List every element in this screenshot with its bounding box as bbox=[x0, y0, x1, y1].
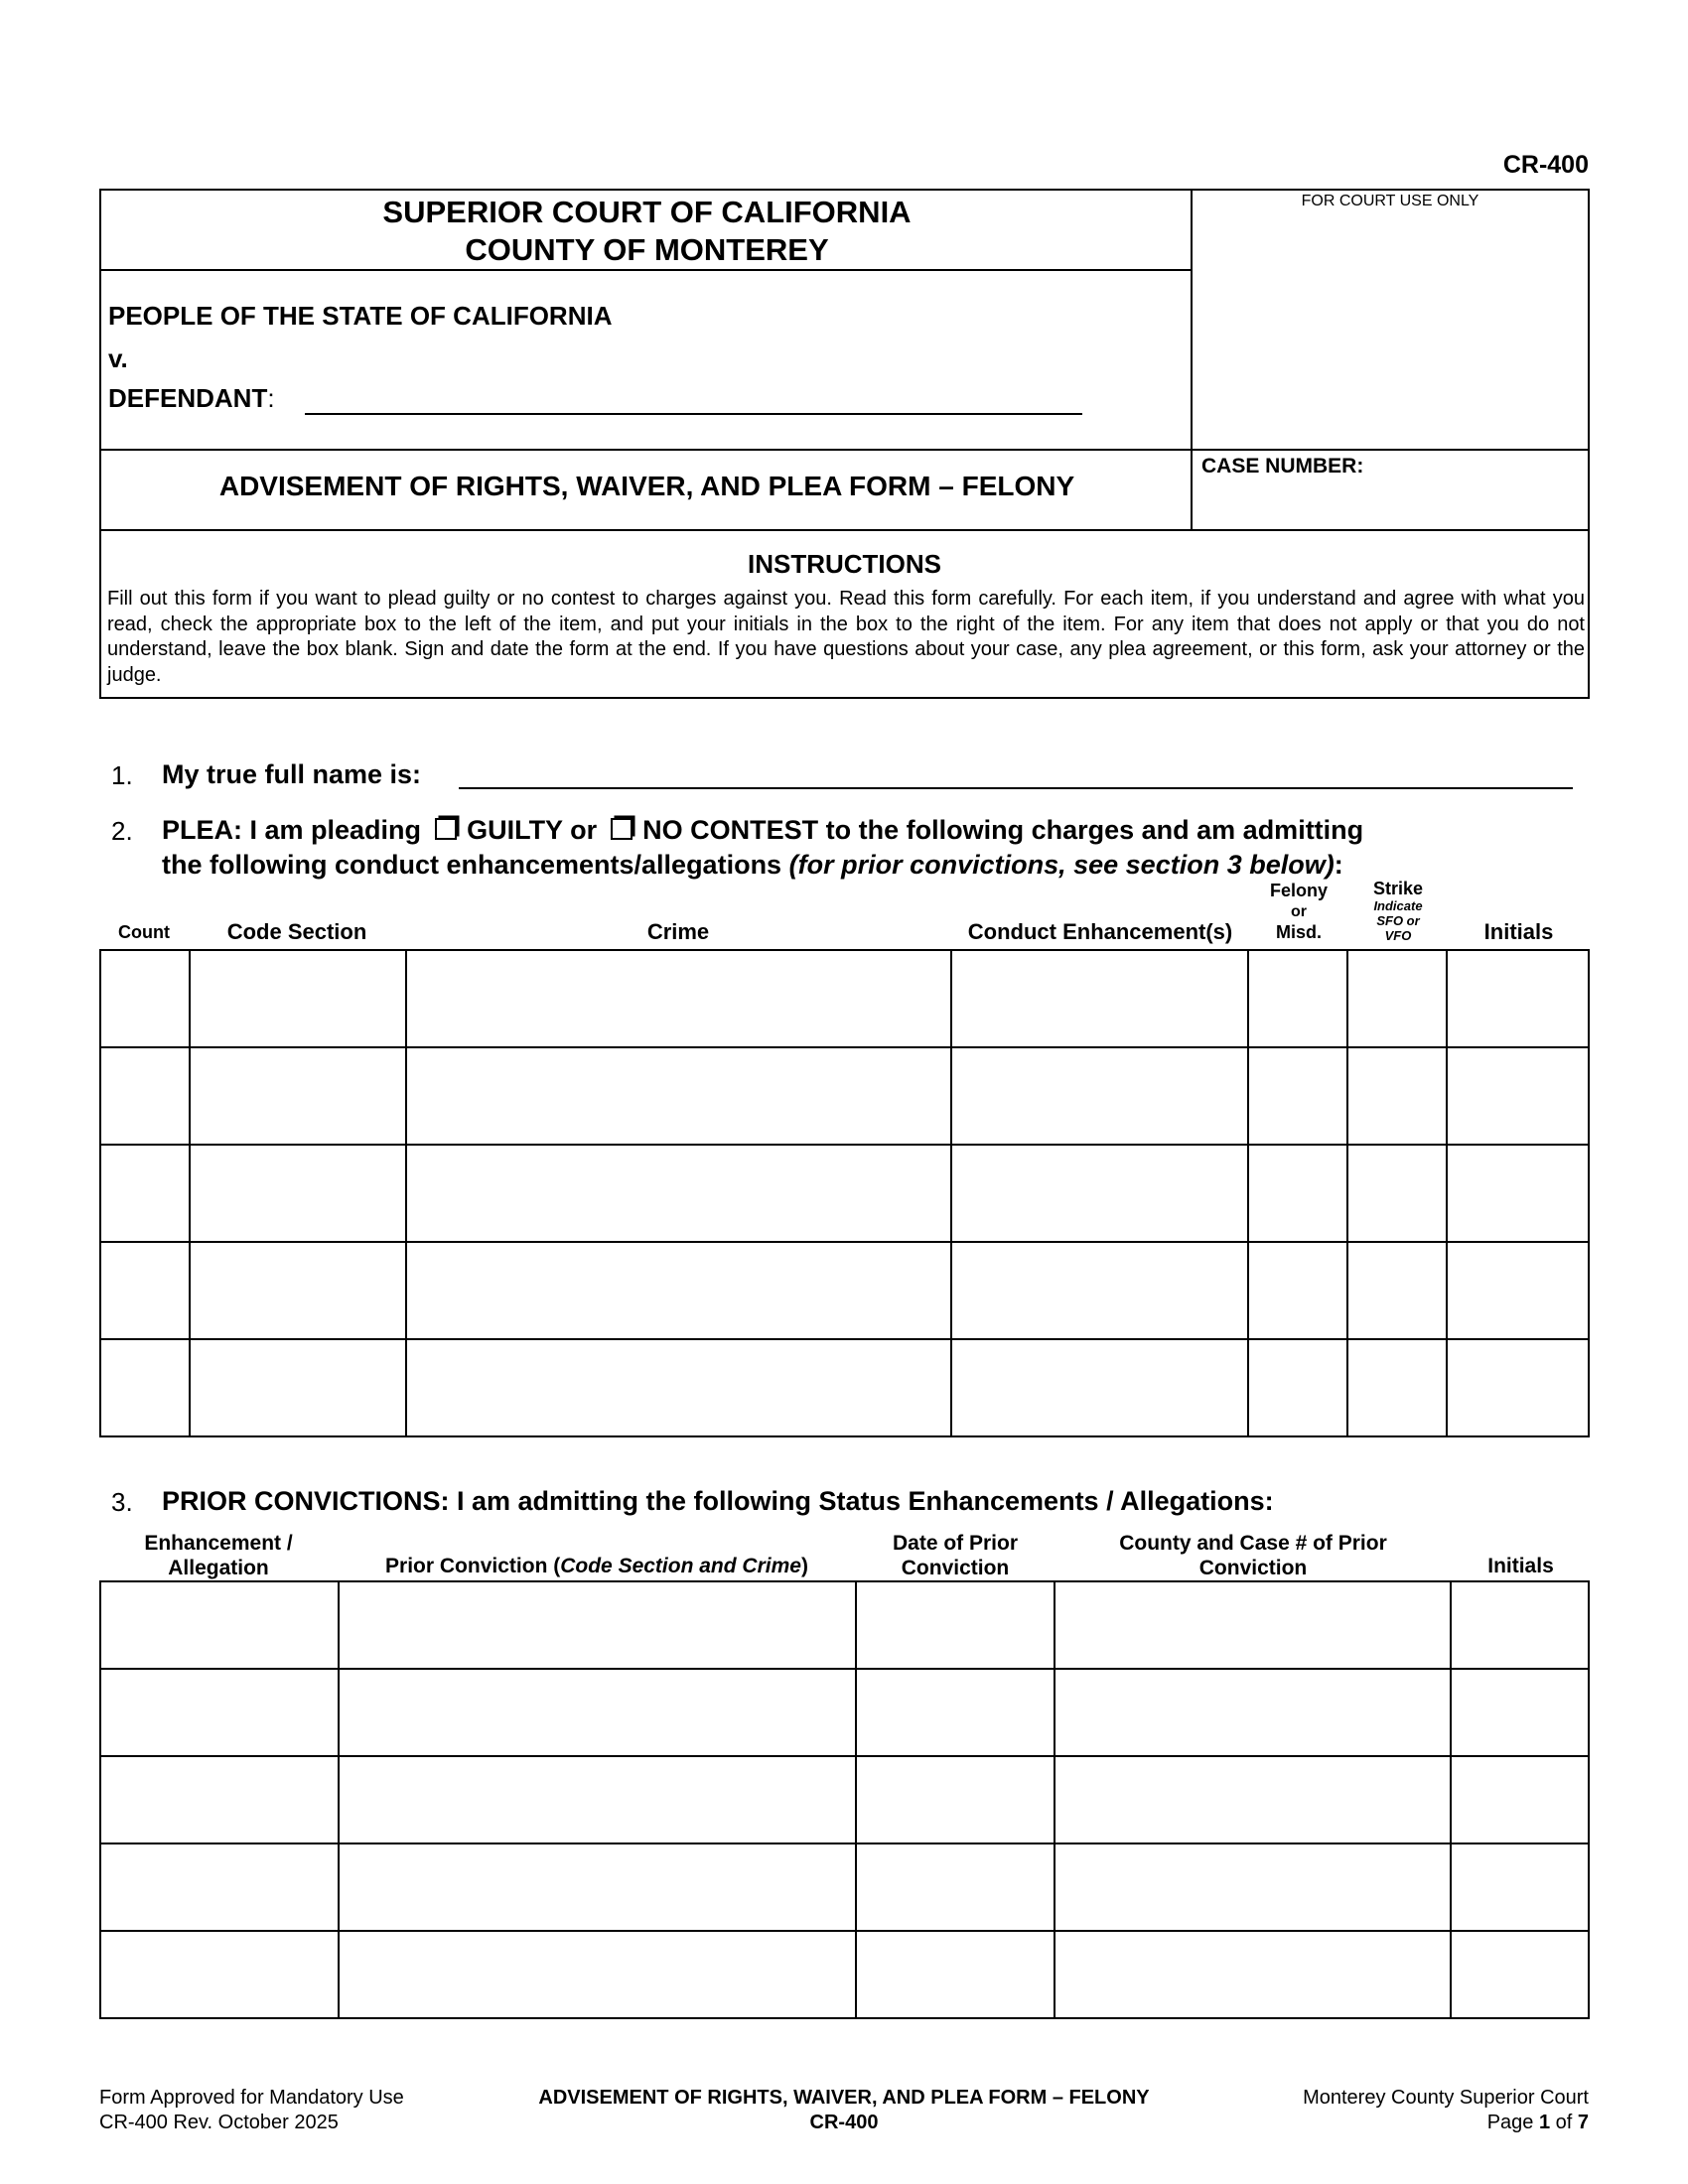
prior-conviction-label-a: Prior Conviction ( bbox=[385, 1555, 561, 1577]
initials-cell[interactable] bbox=[1447, 1047, 1589, 1145]
date-of-prior-cell[interactable] bbox=[856, 1581, 1055, 1669]
col-header-prior-conviction bbox=[338, 1556, 856, 1577]
page-of: of bbox=[1550, 2112, 1578, 2133]
item-3-number: 3. bbox=[111, 1487, 133, 1517]
col-header-crime: Crime bbox=[646, 919, 710, 944]
col-header-date-of-prior bbox=[856, 1531, 1055, 1580]
date-label-2: Conviction bbox=[901, 1557, 1010, 1579]
felony-label: Felony bbox=[1269, 881, 1328, 900]
county-label-2: Conviction bbox=[1198, 1557, 1308, 1579]
col-header-strike bbox=[1348, 879, 1448, 943]
guilty-label: GUILTY or bbox=[467, 815, 598, 845]
col-header-count: Count bbox=[118, 922, 170, 942]
charge-row bbox=[100, 950, 1589, 1047]
item-3-label: PRIOR CONVICTIONS: I am admitting the following Status Enhancements / Allegations: bbox=[162, 1486, 1274, 1516]
count-cell[interactable] bbox=[100, 950, 190, 1047]
county-case-cell[interactable] bbox=[1055, 1669, 1451, 1756]
plea-line-1 bbox=[162, 815, 1363, 846]
footer-form-number: CR-400 bbox=[809, 2112, 879, 2133]
col-header-enhancement bbox=[99, 1531, 338, 1580]
enhancement-label-2: Allegation bbox=[168, 1557, 269, 1579]
code-section-cell[interactable] bbox=[190, 1339, 406, 1436]
strike-cell[interactable] bbox=[1347, 1047, 1447, 1145]
county-case-cell[interactable] bbox=[1055, 1581, 1451, 1669]
enhancement-cell[interactable] bbox=[100, 1931, 339, 2018]
plea-line-2-end: : bbox=[1334, 850, 1343, 880]
prior-conviction-row bbox=[100, 1669, 1589, 1756]
count-cell[interactable] bbox=[100, 1339, 190, 1436]
parties-box bbox=[99, 269, 1193, 451]
conduct-enhancement-cell[interactable] bbox=[951, 1047, 1249, 1145]
case-number-label: CASE NUMBER: bbox=[1201, 455, 1364, 478]
page-word: Page bbox=[1486, 2112, 1539, 2133]
no-contest-label: NO CONTEST to the following charges and am admitting bbox=[642, 815, 1364, 845]
defendant-name-field[interactable] bbox=[305, 413, 1082, 415]
enhancement-label-1: Enhancement / bbox=[144, 1532, 293, 1555]
form-number: CR-400 bbox=[1502, 151, 1589, 179]
initials-cell[interactable] bbox=[1447, 950, 1589, 1047]
count-cell[interactable] bbox=[100, 1242, 190, 1339]
code-section-cell[interactable] bbox=[190, 950, 406, 1047]
date-of-prior-cell[interactable] bbox=[856, 1669, 1055, 1756]
instructions-heading: INSTRUCTIONS bbox=[748, 549, 941, 579]
col-header-prior-initials: Initials bbox=[1487, 1555, 1554, 1577]
footer-right bbox=[1192, 2086, 1589, 2135]
no-contest-checkbox[interactable] bbox=[611, 818, 633, 840]
date-of-prior-cell[interactable] bbox=[856, 1843, 1055, 1931]
date-of-prior-cell[interactable] bbox=[856, 1756, 1055, 1843]
county-case-cell[interactable] bbox=[1055, 1931, 1451, 2018]
charge-row bbox=[100, 1047, 1589, 1145]
felony-misd-cell[interactable] bbox=[1248, 1339, 1347, 1436]
count-cell[interactable] bbox=[100, 1047, 190, 1145]
prior-conviction-row bbox=[100, 1581, 1589, 1669]
enhancement-cell[interactable] bbox=[100, 1581, 339, 1669]
initials-cell[interactable] bbox=[1451, 1581, 1589, 1669]
code-section-cell[interactable] bbox=[190, 1145, 406, 1242]
court-use-label: FOR COURT USE ONLY bbox=[1301, 193, 1479, 209]
strike-note-2: SFO or bbox=[1376, 913, 1420, 928]
prior-conviction-row bbox=[100, 1756, 1589, 1843]
form-title: ADVISEMENT OF RIGHTS, WAIVER, AND PLEA FORM – FELONY bbox=[218, 471, 1075, 501]
misd-label: Misd. bbox=[1275, 922, 1322, 942]
prior-conviction-row bbox=[100, 1843, 1589, 1931]
prior-conviction-cell[interactable] bbox=[339, 1843, 856, 1931]
initials-cell[interactable] bbox=[1451, 1843, 1589, 1931]
crime-cell[interactable] bbox=[406, 1339, 951, 1436]
strike-note-3: VFO bbox=[1384, 928, 1412, 943]
plea-line-2-text: the following conduct enhancements/allegations bbox=[162, 850, 782, 880]
charge-row bbox=[100, 1242, 1589, 1339]
court-name-line-1: SUPERIOR COURT OF CALIFORNIA bbox=[382, 195, 912, 229]
county-label-1: County and Case # of Prior bbox=[1119, 1532, 1387, 1555]
col-header-county-case bbox=[1055, 1531, 1452, 1580]
enhancement-cell[interactable] bbox=[100, 1669, 339, 1756]
county-case-cell[interactable] bbox=[1055, 1843, 1451, 1931]
plea-lead-text: PLEA: I am pleading bbox=[162, 815, 422, 845]
col-header-conduct-enhancements: Conduct Enhancement(s) bbox=[967, 919, 1233, 944]
enhancement-cell[interactable] bbox=[100, 1756, 339, 1843]
county-case-cell[interactable] bbox=[1055, 1756, 1451, 1843]
initials-cell[interactable] bbox=[1451, 1756, 1589, 1843]
col-header-initials: Initials bbox=[1483, 919, 1554, 944]
court-use-box bbox=[1191, 189, 1590, 451]
initials-cell[interactable] bbox=[1447, 1242, 1589, 1339]
instructions-body: Fill out this form if you want to plead guilty or no contest to charges against you. Read this form carefully. For each item, if you understand and agree with what you read, check the appropriate box to the left of the item, and put your initials in the box to the right of the item. For any item that does not apply or that you do not understand, leave the box blank. Sign and date the form at the end. If you have questions about your case, any plea agreement, or this form, ask your attorney or the judge. bbox=[107, 588, 1585, 686]
conduct-enhancement-cell[interactable] bbox=[951, 1242, 1249, 1339]
charges-table bbox=[99, 949, 1590, 1437]
conduct-enhancement-cell[interactable] bbox=[951, 1339, 1249, 1436]
crime-cell[interactable] bbox=[406, 950, 951, 1047]
footer-center bbox=[477, 2086, 1211, 2135]
felony-or-label: or bbox=[1291, 903, 1307, 920]
col-header-code-section: Code Section bbox=[226, 919, 367, 944]
prior-conviction-cell[interactable] bbox=[339, 1756, 856, 1843]
item-1-label: My true full name is: bbox=[162, 759, 422, 789]
count-cell[interactable] bbox=[100, 1145, 190, 1242]
plea-line-2-note: (for prior convictions, see section 3 below) bbox=[788, 850, 1335, 880]
strike-cell[interactable] bbox=[1347, 1339, 1447, 1436]
item-1-number: 1. bbox=[111, 760, 133, 790]
strike-cell[interactable] bbox=[1347, 1145, 1447, 1242]
true-full-name-field[interactable] bbox=[459, 787, 1573, 789]
form-title-box bbox=[99, 449, 1193, 531]
felony-misd-cell[interactable] bbox=[1248, 1242, 1347, 1339]
footer-form-title: ADVISEMENT OF RIGHTS, WAIVER, AND PLEA FORM – FELONY bbox=[538, 2087, 1150, 2109]
guilty-checkbox[interactable] bbox=[435, 818, 457, 840]
prior-convictions-table bbox=[99, 1580, 1590, 2019]
crime-cell[interactable] bbox=[406, 1047, 951, 1145]
date-of-prior-cell[interactable] bbox=[856, 1931, 1055, 2018]
initials-cell[interactable] bbox=[1451, 1931, 1589, 2018]
court-name-line-2: COUNTY OF MONTEREY bbox=[465, 232, 829, 267]
strike-label: Strike bbox=[1372, 879, 1424, 898]
strike-note-1: Indicate bbox=[1373, 898, 1423, 913]
initials-cell[interactable] bbox=[1447, 1145, 1589, 1242]
case-number-box[interactable] bbox=[1191, 449, 1590, 531]
charge-row bbox=[100, 1145, 1589, 1242]
footer-court: Monterey County Superior Court bbox=[1303, 2087, 1589, 2109]
page-indicator bbox=[1192, 2111, 1589, 2135]
felony-misd-cell[interactable] bbox=[1248, 1047, 1347, 1145]
conduct-enhancement-cell[interactable] bbox=[951, 950, 1249, 1047]
people-label: PEOPLE OF THE STATE OF CALIFORNIA bbox=[108, 301, 613, 331]
prior-conviction-label-b: Code Section and Crime bbox=[560, 1555, 801, 1577]
code-section-cell[interactable] bbox=[190, 1242, 406, 1339]
footer-approval: Form Approved for Mandatory Use bbox=[99, 2087, 404, 2109]
felony-misd-cell[interactable] bbox=[1248, 1145, 1347, 1242]
instructions-box bbox=[99, 529, 1590, 699]
defendant-label-text: DEFENDANT bbox=[108, 383, 268, 413]
felony-misd-cell[interactable] bbox=[1248, 950, 1347, 1047]
footer-revision: CR-400 Rev. October 2025 bbox=[99, 2112, 339, 2133]
footer-left bbox=[99, 2086, 404, 2135]
defendant-label bbox=[108, 383, 275, 414]
page-total: 7 bbox=[1577, 2112, 1589, 2133]
defendant-label-colon: : bbox=[267, 383, 275, 413]
versus-label: v. bbox=[108, 343, 128, 373]
strike-cell[interactable] bbox=[1347, 950, 1447, 1047]
crime-cell[interactable] bbox=[406, 1242, 951, 1339]
code-section-cell[interactable] bbox=[190, 1047, 406, 1145]
prior-conviction-cell[interactable] bbox=[339, 1669, 856, 1756]
prior-conviction-row bbox=[100, 1931, 1589, 2018]
initials-cell[interactable] bbox=[1451, 1669, 1589, 1756]
enhancement-cell[interactable] bbox=[100, 1843, 339, 1931]
prior-conviction-label-c: ) bbox=[800, 1555, 808, 1577]
strike-cell[interactable] bbox=[1347, 1242, 1447, 1339]
court-name-box bbox=[99, 189, 1193, 270]
plea-line-2 bbox=[162, 850, 1343, 881]
prior-conviction-cell[interactable] bbox=[339, 1931, 856, 2018]
crime-cell[interactable] bbox=[406, 1145, 951, 1242]
initials-cell[interactable] bbox=[1447, 1339, 1589, 1436]
item-2-number: 2. bbox=[111, 816, 133, 846]
charge-row bbox=[100, 1339, 1589, 1436]
page-current: 1 bbox=[1538, 2112, 1551, 2133]
col-header-felony-misd bbox=[1249, 881, 1348, 943]
prior-conviction-cell[interactable] bbox=[339, 1581, 856, 1669]
date-label-1: Date of Prior bbox=[892, 1532, 1019, 1555]
conduct-enhancement-cell[interactable] bbox=[951, 1145, 1249, 1242]
